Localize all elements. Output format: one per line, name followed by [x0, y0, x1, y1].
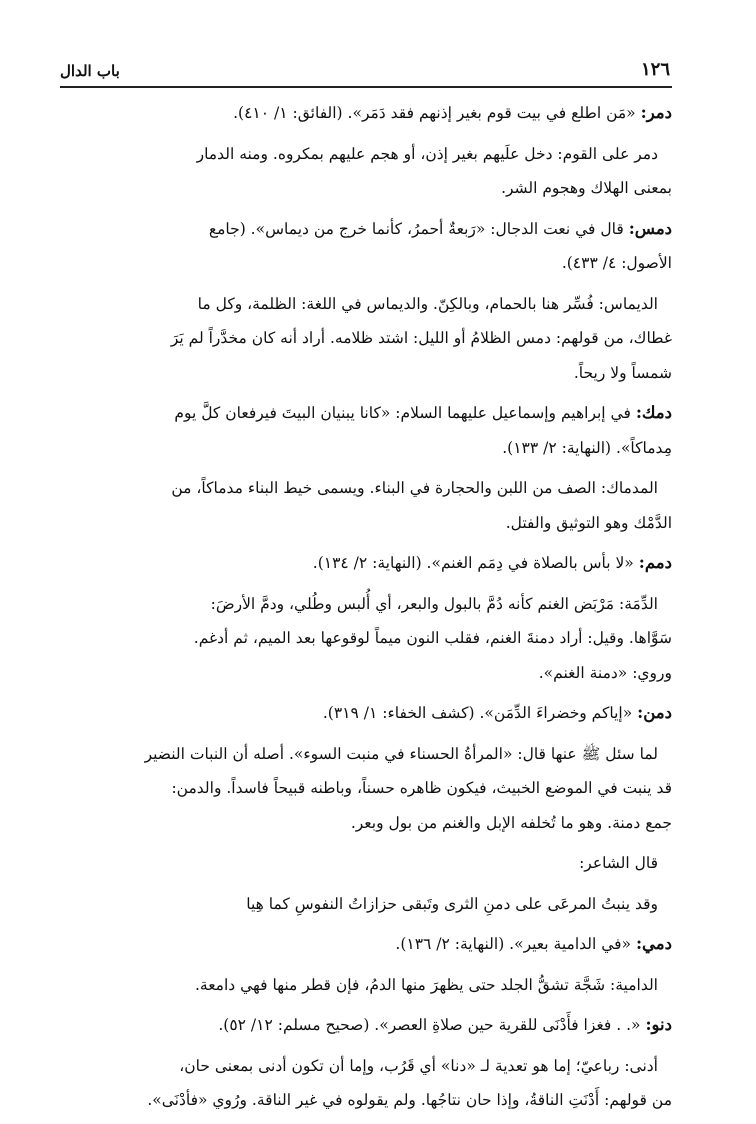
text-line: [60, 287, 672, 322]
entry-text: لما سئل ﷺ عنها قال: «المرأةُ الحسناء في منبت السوء». أصله أن النبات النضير: [144, 744, 658, 763]
dictionary-entry: [60, 696, 672, 731]
entry-paragraph: [60, 137, 672, 206]
text-line: [60, 96, 672, 131]
header-rule: [60, 86, 672, 88]
text-line: [60, 1008, 672, 1043]
entry-text: قال في نعت الدجال: «رَبعةٌ أحمرُ، كأنما خرج من ديماس». (جامع: [208, 219, 624, 238]
entry-paragraph: [60, 471, 672, 540]
dictionary-entry: [60, 96, 672, 131]
text-line: سَوَّاها. وقيل: أراد دمنةَ الغنم، فقلب النون ميماً لوقوعها بعد الميم، ثم أدغم.: [193, 629, 672, 647]
text-line: الدَّمْك وهو التوثيق والفتل.: [505, 513, 672, 532]
dictionary-entry: [60, 1008, 672, 1043]
dictionary-entry: [60, 396, 672, 465]
entry-text: دمر على القوم: دخل علَيهم بغير إذن، أو هجم عليهم بمكروه. ومنه الدمار: [196, 144, 658, 163]
text-line: من قولهم: أَدْنَتِ الناقةُ، وإذا حان نتاجُها. ولم يقولوه في غير الناقة. ورُوي «فأدْنَى».: [147, 1091, 672, 1109]
dictionary-entry: [60, 927, 672, 962]
entry-paragraph: [60, 968, 672, 1003]
text-line: وروي: «دمنة الغنم».: [538, 663, 672, 682]
text-line: [60, 968, 672, 1003]
entry-keyword: دمس:: [628, 218, 672, 238]
text-line: [60, 846, 672, 881]
text-line: [60, 927, 672, 962]
text-line: الأصول: ٤/ ٤٣٣).: [561, 254, 672, 272]
entry-text: وقد ينبتُ المرعَى على دمنِ الثرى وتَبقى حزازاتُ النفوسِ كما هِيا: [246, 894, 658, 913]
entry-keyword: دنو:: [645, 1015, 672, 1034]
entry-text: «لا بأس بالصلاة في دِمَم الغنم». (النهاية: ٢/ ١٣٤).: [312, 554, 634, 572]
page-number: ١٢٦: [640, 59, 670, 80]
entry-text: «مَن اطلع في بيت قوم بغير إذنهم فقد دَمَر». (الفائق: ١/ ٤١٠).: [233, 104, 636, 122]
dictionary-entry: [60, 546, 672, 581]
entry-text: الدامية: شَجَّة تشقُّ الجلد حتى يظهرَ منها الدمُ، فإن قطر منها فهي دامعة.: [194, 975, 658, 994]
entry-text: «. . فغزا فأَدْنَى للقرية حين صلاةِ العصر». (صحيح مسلم: ١٢/ ٥٢).: [218, 1016, 641, 1034]
entry-keyword: دمم:: [638, 553, 672, 572]
entry-paragraph: [60, 287, 672, 391]
dictionary-entry: [60, 212, 672, 281]
chapter-title: باب الدال: [60, 62, 120, 80]
text-line: [60, 471, 672, 506]
text-line: [60, 696, 672, 731]
entry-paragraph: [60, 887, 672, 922]
text-line: جمع دمنة. وهو ما تُخلفه الإبل والغنم من بول وبعر.: [350, 813, 672, 832]
text-line: بمعنى الهلاك وهجوم الشر.: [501, 179, 672, 197]
entry-paragraph: [60, 587, 672, 691]
text-line: [60, 546, 672, 581]
entry-keyword: دمك:: [635, 403, 672, 422]
entry-keyword: دمر:: [640, 103, 672, 122]
text-line: قد ينبت في الموضع الخبيث، فيكون ظاهره حسناً، وباطنه قبيحاً فاسداً. والدمن:: [171, 779, 672, 797]
entry-text: أدنى: رباعيّ؛ إما هو تعدية لـ «دنا» أي قَرُب، وإما أن تكون أدنى بمعنى حان،: [179, 1056, 658, 1075]
entry-text: المدماك: الصف من اللبن والحجارة في البناء. ويسمى خيط البناء مدماكاً، من: [171, 479, 658, 497]
text-line: شمساً ولا ريحاً.: [573, 363, 672, 382]
entry-paragraph: [60, 1049, 672, 1118]
entry-text: في إبراهيم وإسماعيل عليهما السلام: «كانا يبنيان البيتَ فيرفعان كلَّ يوم: [174, 404, 631, 422]
entry-text: «إياكم وخضراءَ الدِّمَن». (كشف الخفاء: ١/ ٣١٩).: [322, 704, 633, 722]
text-line: [60, 1049, 672, 1084]
text-line: [60, 737, 672, 772]
entry-text: قال الشاعر:: [579, 854, 658, 872]
entry-paragraph: [60, 846, 672, 881]
entry-text: «في الدامية بعير». (النهاية: ٢/ ١٣٦).: [395, 935, 632, 953]
entry-keyword: دمي:: [635, 934, 672, 953]
page-header: [60, 50, 672, 80]
entry-text: الديماس: فُسِّر هنا بالحمام، وبالكِنّ. والديماس في اللغة: الظلمة، وكل ما: [197, 294, 658, 313]
book-page: [60, 50, 672, 1124]
entry-paragraph: [60, 737, 672, 841]
text-line: غطاك، من قولهم: دمس الظلامُ أو الليل: اشتد ظلامه. أراد أنه كان مخدَّراً لم يَرَ: [170, 329, 672, 347]
entry-keyword: دمن:: [637, 703, 672, 722]
text-line: [60, 587, 672, 622]
text-line: [60, 212, 672, 247]
text-line: [60, 137, 672, 172]
entry-text: الدِّمَة: مَرْبَض الغنم كأنه دُمَّ بالبول والبعر، أي أُلبس وطُلي، ودمَّ الأرضَ:: [210, 594, 658, 613]
page-content: [60, 96, 672, 1118]
text-line: مِدماكاً». (النهاية: ٢/ ١٣٣).: [502, 438, 672, 457]
poem-verse: [60, 887, 672, 922]
text-line: [60, 396, 672, 431]
